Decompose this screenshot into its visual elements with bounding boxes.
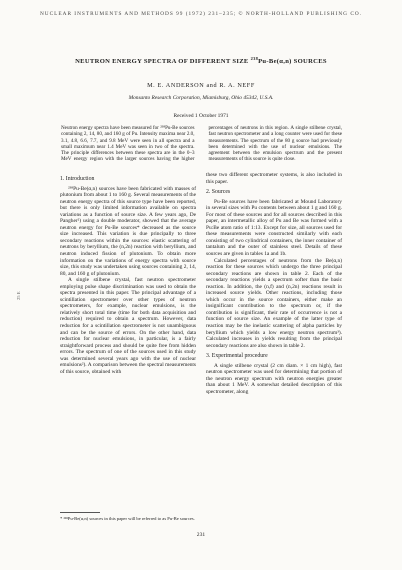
journal-header: NUCLEAR INSTRUMENTS AND METHODS 99 (1972) 231–235; © NORTH-HOLLAND PUBLISHING CO. <box>39 11 363 17</box>
article-title <box>0 56 402 65</box>
affiliation: Monsanto Research Corporation, Miamisburg, Ohio 45342, U.S.A. <box>128 95 274 101</box>
title-suffix: Pu-Be(α,n) SOURCES <box>258 58 327 66</box>
intro-paragraph-2: A single stilbene crystal, fast neutron spectrometer employing pulse shape discrimination was used to obtain the spectra presented in this paper. The principal advantage of a scintillation spectrometer over other types of neutron spectrometers, for example, nuclear emulsions, is the relatively short total time (time for both data acquisition and reduction) required to obtain a spectrum. However, data reduction for a scintillation spectrometer is not unambiguous and can be the source of errors. On the other hand, data reduction for nuclear emulsions, in particular, is a fairly straightforward process and should be quite free from hidden errors. The spectrum of one of the sources used in this study was determined several years ago with the use of nuclear emulsions²). A comparison between the spectral measurements of this source, obtained with <box>60 277 196 375</box>
authors: M. E. ANDERSON and R. A. NEFF <box>147 82 255 89</box>
sources-paragraph-2: Calculated percentages of neutrons from the Be(α,n) reaction for these sources which undergo the three principal secondary reactions are shown in table 2. Each of the secondary reactions yields a spectrum softer than the basic reaction. In addition, the (n,f) and (n,2n) reactions result in increased source yields. Other reactions, including those which occur in the source containers, either make an insignificant contribution to the spectrum or, if the contribution is significant, their rate of occurrence is not a function of source size. An example of the latter type of reaction may be the inelastic scattering of alpha particles by beryllium which yields a low energy neutron spectrum³). Calculated increases in yields resulting from the principal secondary reactions are also shown in table 2. <box>206 257 342 349</box>
experimental-paragraph-1: A single stilbene crystal (2 cm diam. × 1 cm high), fast neutron spectrometer was used for determining that portion of the neutron energy spectrum with neutron energies greater than about 1 MeV. A somewhat detailed description of this spectrometer, along <box>206 362 342 395</box>
abstract: Neutron energy spectra have been measured for ²³⁸Pu-Be sources containing 2, 14, 80, and 160 g of Pu. Intensity maxima near 2.0, 3.1, 4.8, 6.6, 7.7, and 9.8 MeV were seen in all spectra and a small maximum near 1.4 MeV was seen in two of the spectra. The principle differences between these spectra are in the 0–3 MeV energy region with the larger sources having the higher percentages of neutrons in this region. A single stilbene crystal, fast neutron spectrometer and a long counter were used for these measurements. The spectrum of the 80 g source had previously been determined with the use of nuclear emulsions. The agreement between the emulsion spectrum and the present measurements of this source is quite close. <box>61 125 342 163</box>
section-heading-experimental: 3. Experimental procedure <box>206 353 268 360</box>
intro-paragraph-continued: these two different spectrometer systems, is also included in this paper. <box>206 172 342 185</box>
sources-paragraph-1: Pu-Be sources have been fabricated at Mound Laboratory in several sizes with Pu contents between about 1 g and 160 g. For most of these sources and for all sources described in this paper, an intermetallic alloy of Pu and Be was formed with a Pu:Be atom ratio of 1:13. Except for size, all sources used for these measurements were constructed similarly with each consisting of two cylindrical containers, the inner container of tantalum and the outer of stainless steel. Details of these sources are given in tables 1a and 1b. <box>206 198 342 258</box>
section-heading-introduction: 1. Introduction <box>60 176 95 182</box>
right-column <box>206 172 342 396</box>
intro-paragraph-1: ²³⁸Pu-Be(α,n) sources have been fabricated with masses of plutonium from about 1 to 160 g. Several measurements of the neutron energy spectra of this source type have been reported, but there is only limited information available on spectra variations as a function of source size. A few years ago, De Pangher²) using a double moderator, showed that the average neutron energy for Pu-Be sources* decreased as the source size increased. This variation is due principally to three secondary reactions within the sources: elastic scattering of neutrons by beryllium, the (n,2n) reaction with beryllium, and neutron induced fission of plutonium. To obtain more information on the variations of energy spectra with source size, this study was undertaken using sources containing 2, 14, 80, and 160 g of plutonium. <box>60 185 196 277</box>
received-date: Received 1 October 1971 <box>173 113 229 119</box>
footnote-divider <box>60 512 100 513</box>
title-isotope-mass: 238 <box>250 56 259 61</box>
footnote: * ²³⁸Pu-Be(α,n) sources in this paper will be referred to as Pu-Be sources. <box>60 516 195 521</box>
left-column <box>60 172 196 375</box>
title-prefix: NEUTRON ENERGY SPECTRA OF DIFFERENT SIZE <box>75 58 251 66</box>
margin-annotation: 25 E <box>16 291 21 300</box>
page-number: 231 <box>196 532 206 538</box>
section-heading-sources: 2. Sources <box>206 189 231 196</box>
